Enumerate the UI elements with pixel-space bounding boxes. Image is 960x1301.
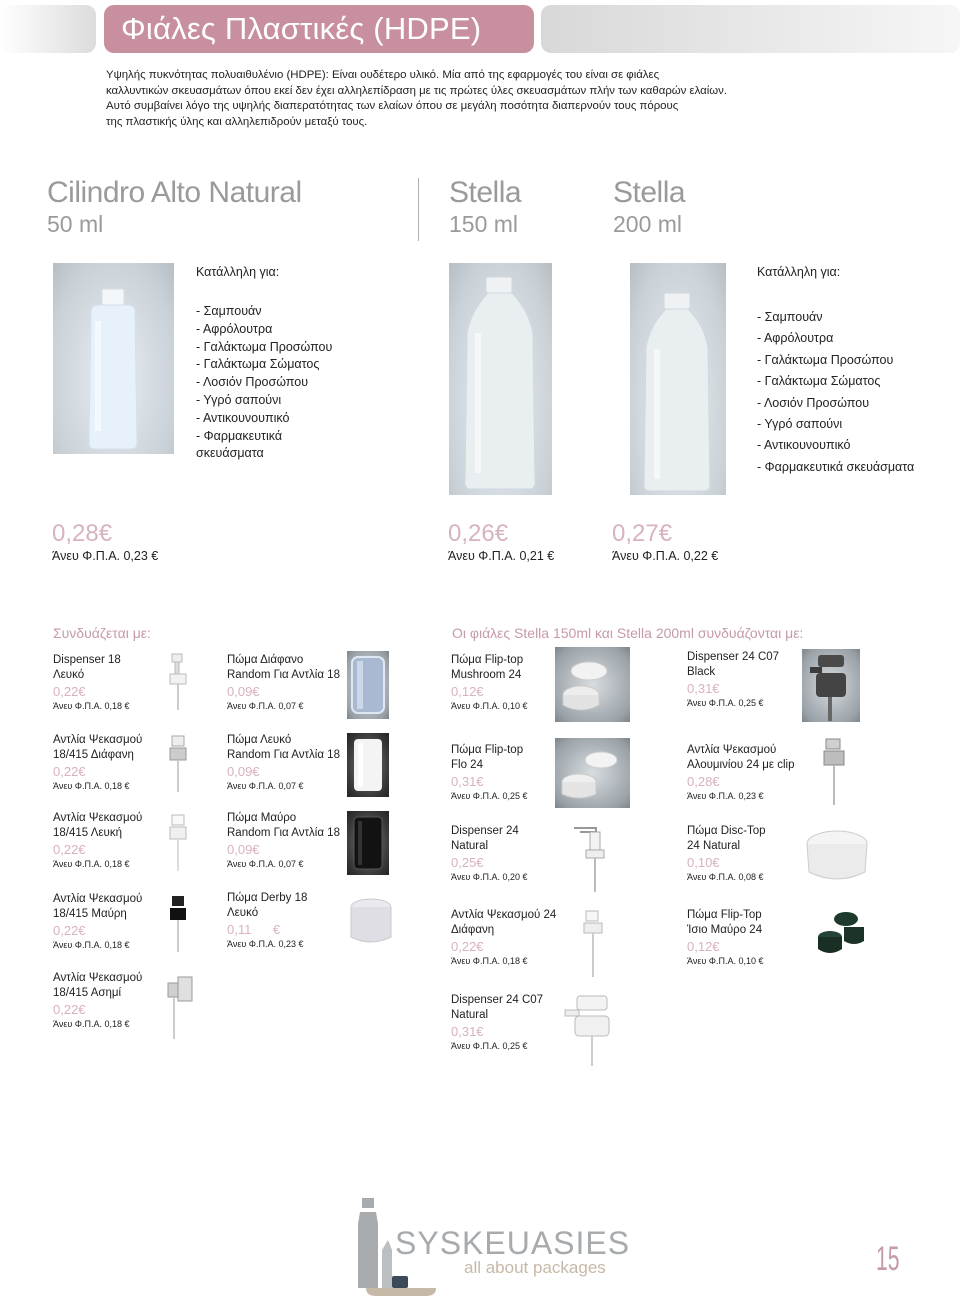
accessory-price: 0,31€ (451, 774, 484, 789)
accessory-net-price: Άνευ Φ.Π.Α. 0,25 € (687, 698, 764, 708)
accessory-net-price: Άνευ Φ.Π.Α. 0,25 € (451, 1041, 528, 1051)
spray-pump-24-clear-photo (578, 907, 608, 979)
suitable-item: - Υγρό σαπούνι (757, 417, 843, 432)
net-price-stella-150: Άνευ Φ.Π.Α. 0,21 € (448, 549, 555, 563)
accessory-net-price: Άνευ Φ.Π.Α. 0,18 € (53, 859, 130, 869)
price-stella-150: 0,26€ (448, 520, 509, 547)
accessory-name: 18/415 Ασημί (53, 987, 122, 999)
price-stella-200: 0,27€ (612, 520, 673, 547)
logo-tagline: all about packages (464, 1258, 606, 1277)
accessory-net-price: Άνευ Φ.Π.Α. 0,07 € (227, 859, 304, 869)
stella-200-bottle-photo (630, 263, 726, 495)
accessory-price: 0,22€ (53, 923, 86, 938)
accessory-net-price: Άνευ Φ.Π.Α. 0,20 € (451, 872, 528, 882)
suitable-item: - Λοσιόν Προσώπου (196, 375, 309, 390)
net-price-cilindro: Άνευ Φ.Π.Α. 0,23 € (52, 549, 159, 563)
accessory-net-price: Άνευ Φ.Π.Α. 0,07 € (227, 781, 304, 791)
cap-black-photo (347, 811, 389, 875)
dispenser-24-c07-natural-photo (557, 990, 625, 1068)
intro-line: της πλαστικής ύλης και αλληλεπιδρούν μεταξύ τους. (106, 115, 368, 128)
accessory-name: Πώμα Disc-Top (687, 825, 766, 837)
cap-derby-white-photo (347, 893, 395, 949)
product-name-stella-200: Stella (613, 176, 686, 209)
accessory-price: 0,22€ (53, 764, 86, 779)
accessory-price: 0,12€ (687, 939, 720, 954)
accessory-name: Black (687, 666, 716, 678)
product-name-cilindro: Cilindro Alto Natural (47, 176, 302, 209)
stella-150-bottle-photo (449, 263, 552, 495)
accessory-name: 24 Natural (687, 840, 741, 852)
suitable-item: - Φαρμακευτικά (196, 428, 283, 443)
dispenser-24-natural-photo (570, 820, 612, 894)
accessory-name: Dispenser 18 (53, 654, 121, 666)
accessory-price: 0,31€ (451, 1024, 484, 1039)
price-cilindro: 0,28€ (52, 520, 113, 547)
accessory-net-price: Άνευ Φ.Π.Α. 0,18 € (53, 781, 130, 791)
accessory-price: 0,22€ (53, 684, 86, 699)
accessory-name: Πώμα Derby 18 (227, 892, 308, 904)
accessory-net-price: Άνευ Φ.Π.Α. 0,10 € (687, 956, 764, 966)
flip-top-mushroom-photo (555, 647, 630, 722)
suitable-title-left: Κατάλληλη για: (196, 265, 280, 279)
accessory-price: 0,25€ (451, 855, 484, 870)
suitable-item: - Λοσιόν Προσώπου (757, 395, 870, 410)
accessory-name: Mushroom 24 (451, 669, 522, 681)
accessory-name: Αλουμινίου 24 με clip (687, 759, 795, 771)
suitable-item: - Γαλάκτωμα Προσώπου (757, 352, 894, 367)
spray-pump-aluminium-photo (818, 735, 850, 807)
accessory-price: 0,09€ (227, 764, 260, 779)
combos-heading-left: Συνδυάζεται με: (53, 625, 151, 641)
accessory-name: Ίσιο Μαύρο 24 (687, 924, 763, 936)
cilindro-bottle-photo (53, 263, 174, 454)
disc-top-natural-photo (800, 822, 875, 892)
accessory-name: Πώμα Flip-top (451, 744, 524, 756)
product-name-stella-150: Stella (449, 176, 522, 209)
suitable-item: - Γαλάκτωμα Σώματος (757, 374, 881, 389)
suitable-item: σκευάσματα (196, 446, 264, 461)
suitable-item: - Σαμπουάν (757, 310, 823, 324)
accessory-name: Random Για Αντλία 18 (227, 749, 340, 761)
intro-line: καλλυντικών σκευασμάτων όπου εκεί δεν έχει αλληλεπίδραση με τις πρώτες ύλες σκευασμάτων πλήν των καθαρών ελαίων. (106, 84, 728, 97)
suitable-item: - Γαλάκτωμα Προσώπου (196, 339, 333, 354)
intro-paragraph (106, 68, 806, 130)
accessory-net-price: Άνευ Φ.Π.Α. 0,23 € (687, 791, 764, 801)
accessory-price: 0,22€ (53, 1002, 86, 1017)
accessory-name: Dispenser 24 C07 (687, 651, 780, 663)
suitable-title-right: Κατάλληλη για: (757, 265, 841, 279)
combos-heading-right: Οι φιάλες Stella 150ml και Stella 200ml συνδυάζονται με: (452, 625, 804, 641)
accessory-price: 0,22€ (53, 842, 86, 857)
accessory-name: Random Για Αντλία 18 (227, 669, 340, 681)
accessory-net-price: Άνευ Φ.Π.Α. 0,18 € (53, 701, 130, 711)
cap-clear-photo (347, 651, 389, 719)
accessory-net-price: Άνευ Φ.Π.Α. 0,23 € (227, 939, 304, 949)
accessory-price: 0,09€ (227, 842, 260, 857)
suitable-list-right (757, 307, 914, 478)
accessory-name: Αντλία Ψεκασμού (53, 893, 143, 905)
accessory-name: 18/415 Λευκή (53, 827, 122, 839)
dispenser-18-white-photo (162, 650, 194, 712)
suitable-item: - Φαρμακευτικά σκευάσματα (757, 459, 915, 474)
accessory-name: Natural (451, 1009, 489, 1021)
accessory-name: Αντλία Ψεκασμού (53, 734, 143, 746)
accessory-name: Πώμα Λευκό (227, 734, 292, 746)
accessory-name: 18/415 Μαύρη (53, 908, 127, 920)
accessory-name: 18/415 Διάφανη (53, 749, 134, 761)
accessory-name: Πώμα Flip-Top (687, 909, 762, 921)
page-number: 15 (876, 1240, 900, 1278)
accessory-name: Random Για Αντλία 18 (227, 827, 340, 839)
accessory-price: 0,12€ (451, 684, 484, 699)
flip-top-flo-photo (555, 738, 630, 808)
suitable-item: - Αντικουνουπικό (757, 438, 851, 453)
suitable-item: - Γαλάκτωμα Σώματος (196, 357, 320, 372)
accessory-name: Αντλία Ψεκασμού 24 (451, 909, 557, 921)
page-title: Φιάλες Πλαστικές (HDPE) (121, 11, 482, 46)
suitable-item: - Αντικουνουπικό (196, 410, 290, 425)
accessory-price: 0,28€ (687, 774, 720, 789)
accessory-net-price: Άνευ Φ.Π.Α. 0,25 € (451, 791, 528, 801)
accessory-name: Πώμα Μαύρο (227, 812, 297, 824)
accessory-price: 0,09€ (227, 684, 260, 699)
cap-white-photo (347, 733, 389, 797)
accessory-name: Natural (451, 840, 489, 852)
accessory-name: Αντλία Ψεκασμού (53, 972, 143, 984)
flip-top-black-photo (812, 905, 867, 960)
accessory-name: Λευκό (227, 907, 259, 919)
suitable-item: - Αφρόλουτρα (196, 321, 273, 336)
accessory-name: Αντλία Ψεκασμού (687, 744, 777, 756)
accessory-price: 0,11 € (227, 922, 281, 937)
intro-line: Αυτό συμβαίνει λόγο της υψηλής διαπερατότητας των ελαίων όπου σε μεγάλη ποσότητα διαπερνούν τους πόρους (106, 100, 679, 112)
spray-pump-black-photo (162, 892, 194, 954)
spray-pump-white-photo (162, 811, 194, 873)
spray-pump-silver-photo (158, 971, 198, 1041)
accessory-price: 0,10€ (687, 855, 720, 870)
logo-wordmark: SYSKEUASIES (395, 1225, 631, 1261)
accessory-price: 0,31€ (687, 681, 720, 696)
accessory-name: Διάφανη (451, 924, 495, 936)
accessory-price: 0,22€ (451, 939, 484, 954)
accessory-net-price: Άνευ Φ.Π.Α. 0,07 € (227, 701, 304, 711)
header-bar-right (541, 5, 960, 53)
accessory-name: Dispenser 24 (451, 825, 519, 837)
accessory-net-price: Άνευ Φ.Π.Α. 0,18 € (53, 940, 130, 950)
suitable-list-left (196, 303, 332, 463)
intro-line: Υψηλής πυκνότητας πολυαιθυλένιο (HDPE): Είναι ουδέτερο υλικό. Μία από της εφαρμογές του είναι σε φιάλες (106, 69, 660, 81)
accessory-name: Flo 24 (451, 759, 483, 771)
accessory-name: Πώμα Διάφανο (227, 654, 304, 666)
accessory-net-price: Άνευ Φ.Π.Α. 0,08 € (687, 872, 764, 882)
product-volume-stella-150: 150 ml (449, 211, 519, 237)
spray-pump-clear-photo (162, 732, 194, 794)
accessory-name: Πώμα Flip-top (451, 654, 524, 666)
product-volume-cilindro: 50 ml (47, 211, 104, 237)
accessory-net-price: Άνευ Φ.Π.Α. 0,18 € (53, 1019, 130, 1029)
suitable-item: - Σαμπουάν (196, 304, 262, 318)
suitable-item: - Υγρό σαπούνι (196, 392, 282, 407)
header-bar-left (0, 5, 96, 53)
suitable-item: - Αφρόλουτρα (757, 331, 834, 346)
header-title-bar (104, 5, 534, 53)
net-price-stella-200: Άνευ Φ.Π.Α. 0,22 € (612, 549, 719, 563)
accessory-net-price: Άνευ Φ.Π.Α. 0,18 € (451, 956, 528, 966)
dispenser-24-c07-black-photo (802, 649, 860, 722)
vertical-divider (418, 178, 419, 241)
product-volume-stella-200: 200 ml (613, 211, 683, 237)
accessory-name: Dispenser 24 C07 (451, 994, 544, 1006)
accessory-name: Λευκό (53, 669, 85, 681)
accessory-name: Αντλία Ψεκασμού (53, 812, 143, 824)
accessory-net-price: Άνευ Φ.Π.Α. 0,10 € (451, 701, 528, 711)
